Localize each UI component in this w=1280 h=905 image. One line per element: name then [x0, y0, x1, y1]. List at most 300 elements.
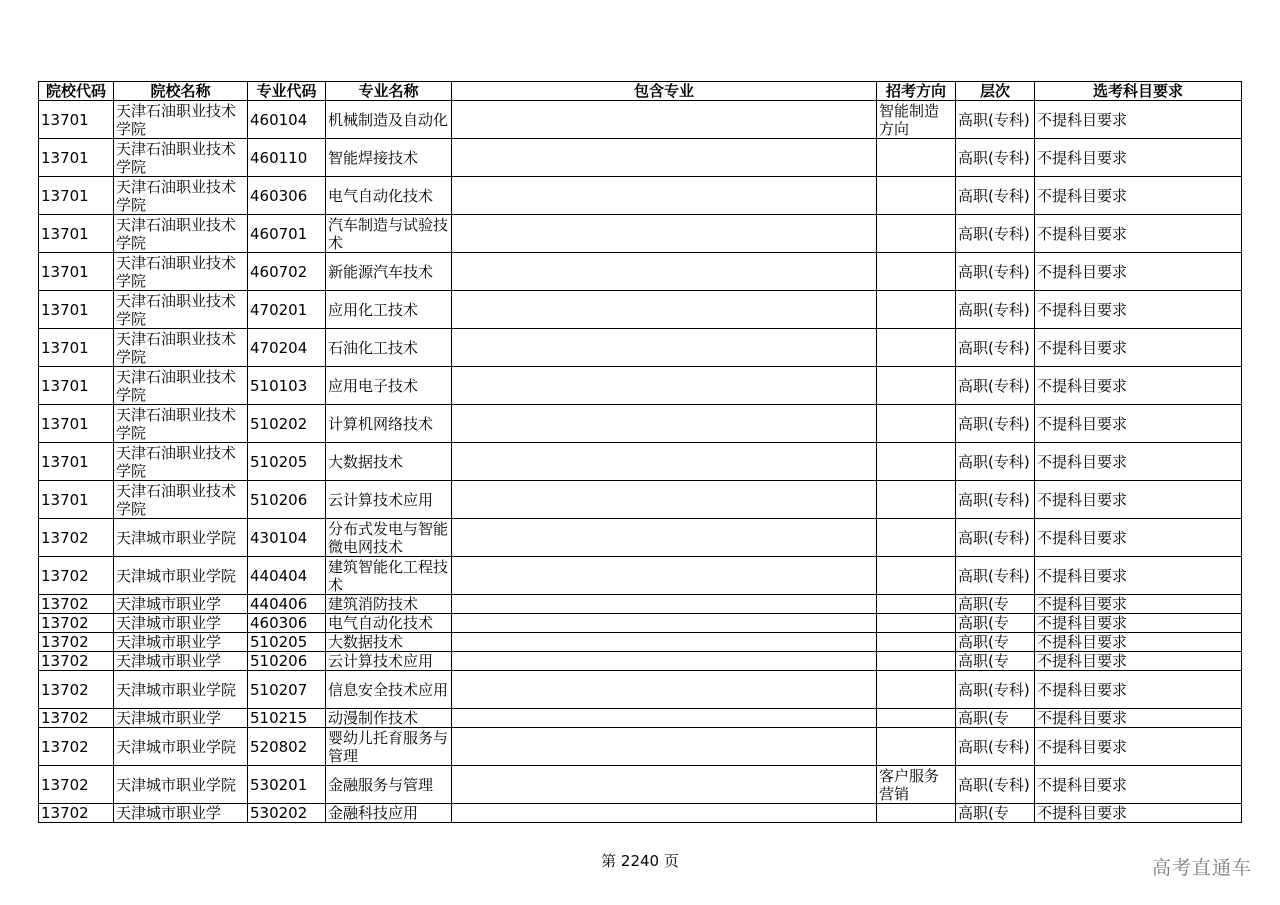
cell-text: 不提科目要求 — [1037, 186, 1128, 205]
cell-direction — [877, 709, 956, 728]
cell-text: 不提科目要求 — [1037, 414, 1128, 433]
cell-text: 天津城市职业学 — [116, 652, 222, 670]
cell-major-name — [326, 633, 452, 652]
table-row — [39, 709, 1242, 728]
cell-text: 云计算技术应用 — [328, 652, 434, 670]
cell-text: 13701 — [41, 300, 89, 319]
cell-text: 天津城市职业学 — [116, 709, 222, 727]
cell-school-code — [39, 139, 114, 177]
cell-text: 13702 — [41, 528, 89, 547]
cell-school-name — [114, 215, 248, 253]
cell-text: 应用化工技术 — [328, 300, 419, 319]
table-row — [39, 215, 1242, 253]
cell-text: 460701 — [250, 224, 308, 243]
table-row — [39, 804, 1242, 823]
table-body — [39, 101, 1242, 823]
cell-included-majors — [452, 443, 877, 481]
cell-included-majors — [452, 614, 877, 633]
cell-text: 510205 — [250, 633, 308, 651]
cell-text: 不提科目要求 — [1037, 338, 1128, 357]
cell-level — [956, 101, 1035, 139]
cell-text: 高职(专科) — [958, 110, 1030, 129]
cell-text: 13701 — [41, 148, 89, 167]
cell-text: 高职(专科) — [958, 528, 1030, 547]
cell-school-code — [39, 709, 114, 728]
cell-major-code — [248, 614, 326, 633]
cell-direction — [877, 215, 956, 253]
cell-level — [956, 291, 1035, 329]
cell-text: 13701 — [41, 186, 89, 205]
cell-level — [956, 177, 1035, 215]
cell-major-code — [248, 481, 326, 519]
cell-major-name — [326, 177, 452, 215]
cell-text: 530201 — [250, 775, 308, 794]
cell-level — [956, 329, 1035, 367]
cell-direction — [877, 139, 956, 177]
cell-text: 13702 — [41, 595, 89, 613]
cell-text: 510103 — [250, 376, 308, 395]
cell-school-code — [39, 215, 114, 253]
cell-text: 天津城市职业学院 — [116, 775, 237, 794]
cell-text: 计算机网络技术 — [328, 414, 434, 433]
cell-text: 高职(专科) — [958, 148, 1030, 167]
cell-major-name — [326, 614, 452, 633]
cell-text: 大数据技术 — [328, 633, 404, 651]
cell-text: 不提科目要求 — [1037, 614, 1128, 632]
cell-text: 电气自动化技术 — [328, 614, 434, 632]
cell-direction — [877, 405, 956, 443]
cell-text: 机械制造及自动化 — [328, 110, 449, 129]
cell-text: 不提科目要求 — [1037, 452, 1128, 471]
cell-level — [956, 766, 1035, 804]
cell-level — [956, 253, 1035, 291]
cell-text: 金融科技应用 — [328, 804, 419, 822]
cell-text: 510206 — [250, 652, 308, 670]
cell-direction — [877, 101, 956, 139]
cell-school-code — [39, 101, 114, 139]
cell-direction — [877, 728, 956, 766]
cell-text: 高职(专科) — [958, 452, 1030, 471]
cell-text: 430104 — [250, 528, 308, 547]
cell-text: 天津石油职业技术学院 — [116, 481, 237, 518]
cell-text: 460306 — [250, 186, 308, 205]
cell-text: 13702 — [41, 775, 89, 794]
cell-subject-requirement — [1035, 557, 1242, 595]
cell-major-code — [248, 519, 326, 557]
cell-direction — [877, 804, 956, 823]
cell-text: 520802 — [250, 737, 308, 756]
cell-text: 13701 — [41, 376, 89, 395]
cell-text: 440404 — [250, 566, 308, 585]
cell-text: 不提科目要求 — [1037, 680, 1128, 699]
cell-included-majors — [452, 671, 877, 709]
cell-major-code — [248, 766, 326, 804]
cell-included-majors — [452, 728, 877, 766]
cell-major-code — [248, 557, 326, 595]
cell-text: 13701 — [41, 262, 89, 281]
cell-major-code — [248, 177, 326, 215]
cell-text: 510215 — [250, 709, 308, 727]
cell-text: 天津石油职业技术学院 — [116, 329, 237, 366]
cell-text: 天津石油职业技术学院 — [116, 367, 237, 404]
cell-text: 不提科目要求 — [1037, 737, 1128, 756]
cell-level — [956, 367, 1035, 405]
cell-direction — [877, 329, 956, 367]
table-row — [39, 614, 1242, 633]
cell-included-majors — [452, 519, 877, 557]
table-row — [39, 728, 1242, 766]
cell-subject-requirement — [1035, 595, 1242, 614]
cell-direction — [877, 595, 956, 614]
cell-included-majors — [452, 329, 877, 367]
col-header-major-code: 专业代码 — [248, 82, 326, 101]
cell-subject-requirement — [1035, 652, 1242, 671]
cell-school-code — [39, 519, 114, 557]
cell-level — [956, 481, 1035, 519]
cell-text: 天津石油职业技术学院 — [116, 253, 237, 290]
cell-direction — [877, 557, 956, 595]
cell-text: 建筑智能化工程技术 — [328, 557, 449, 594]
cell-major-name — [326, 519, 452, 557]
cell-major-code — [248, 671, 326, 709]
cell-school-name — [114, 443, 248, 481]
cell-text: 天津城市职业学 — [116, 614, 222, 632]
cell-level — [956, 443, 1035, 481]
cell-text: 天津石油职业技术学院 — [116, 177, 237, 214]
cell-subject-requirement — [1035, 367, 1242, 405]
cell-school-name — [114, 367, 248, 405]
cell-major-name — [326, 101, 452, 139]
cell-major-code — [248, 595, 326, 614]
cell-subject-requirement — [1035, 614, 1242, 633]
cell-subject-requirement — [1035, 671, 1242, 709]
cell-direction — [877, 443, 956, 481]
cell-school-name — [114, 671, 248, 709]
cell-school-name — [114, 766, 248, 804]
cell-included-majors — [452, 101, 877, 139]
cell-direction — [877, 367, 956, 405]
cell-school-name — [114, 291, 248, 329]
cell-subject-requirement — [1035, 101, 1242, 139]
cell-level — [956, 671, 1035, 709]
cell-major-code — [248, 291, 326, 329]
cell-text: 13701 — [41, 338, 89, 357]
cell-text: 高职(专科) — [958, 490, 1030, 509]
cell-major-name — [326, 804, 452, 823]
cell-school-code — [39, 766, 114, 804]
cell-included-majors — [452, 633, 877, 652]
cell-included-majors — [452, 405, 877, 443]
table-row — [39, 652, 1242, 671]
cell-included-majors — [452, 215, 877, 253]
cell-school-name — [114, 557, 248, 595]
cell-direction — [877, 291, 956, 329]
cell-level — [956, 728, 1035, 766]
cell-major-name — [326, 329, 452, 367]
cell-text: 460702 — [250, 262, 308, 281]
cell-major-code — [248, 101, 326, 139]
cell-text: 信息安全技术应用 — [328, 680, 449, 699]
cell-major-name — [326, 766, 452, 804]
cell-level — [956, 804, 1035, 823]
cell-text: 440406 — [250, 595, 308, 613]
cell-text: 智能制造方向 — [879, 101, 940, 138]
table-row — [39, 519, 1242, 557]
table-row — [39, 671, 1242, 709]
cell-text: 不提科目要求 — [1037, 300, 1128, 319]
table-row — [39, 291, 1242, 329]
cell-school-code — [39, 367, 114, 405]
cell-text: 460104 — [250, 110, 308, 129]
cell-text: 13702 — [41, 566, 89, 585]
table-row — [39, 139, 1242, 177]
cell-text: 天津石油职业技术学院 — [116, 215, 237, 252]
cell-text: 石油化工技术 — [328, 338, 419, 357]
cell-text: 天津城市职业学院 — [116, 737, 237, 756]
cell-school-name — [114, 595, 248, 614]
cell-included-majors — [452, 291, 877, 329]
cell-major-code — [248, 367, 326, 405]
cell-direction — [877, 633, 956, 652]
cell-level — [956, 633, 1035, 652]
cell-direction — [877, 481, 956, 519]
cell-subject-requirement — [1035, 405, 1242, 443]
cell-level — [956, 215, 1035, 253]
cell-text: 13702 — [41, 804, 89, 822]
cell-text: 不提科目要求 — [1037, 376, 1128, 395]
cell-major-code — [248, 139, 326, 177]
cell-text: 13702 — [41, 633, 89, 651]
cell-text: 高职(专科) — [958, 262, 1030, 281]
cell-text: 高职(专科) — [958, 737, 1030, 756]
cell-text: 高职(专科) — [958, 224, 1030, 243]
cell-text: 13701 — [41, 414, 89, 433]
cell-text: 13702 — [41, 680, 89, 699]
cell-included-majors — [452, 253, 877, 291]
cell-subject-requirement — [1035, 215, 1242, 253]
cell-subject-requirement — [1035, 519, 1242, 557]
cell-major-code — [248, 804, 326, 823]
cell-text: 470204 — [250, 338, 308, 357]
cell-text: 不提科目要求 — [1037, 224, 1128, 243]
cell-included-majors — [452, 652, 877, 671]
cell-text: 470201 — [250, 300, 308, 319]
cell-school-name — [114, 177, 248, 215]
table-row — [39, 481, 1242, 519]
table-row — [39, 253, 1242, 291]
cell-text: 不提科目要求 — [1037, 633, 1128, 651]
cell-major-name — [326, 728, 452, 766]
cell-text: 不提科目要求 — [1037, 490, 1128, 509]
cell-major-name — [326, 709, 452, 728]
table-row — [39, 595, 1242, 614]
cell-text: 530202 — [250, 804, 308, 822]
cell-level — [956, 614, 1035, 633]
table-row — [39, 633, 1242, 652]
cell-school-code — [39, 804, 114, 823]
cell-included-majors — [452, 177, 877, 215]
watermark: 高考直通车 — [1151, 857, 1252, 879]
cell-text: 510202 — [250, 414, 308, 433]
cell-major-name — [326, 557, 452, 595]
cell-text: 13701 — [41, 110, 89, 129]
cell-school-code — [39, 443, 114, 481]
cell-text: 510205 — [250, 452, 308, 471]
cell-text: 天津城市职业学 — [116, 633, 222, 651]
cell-level — [956, 557, 1035, 595]
cell-text: 13702 — [41, 737, 89, 756]
cell-included-majors — [452, 804, 877, 823]
cell-subject-requirement — [1035, 481, 1242, 519]
col-header-school-code: 院校代码 — [39, 82, 114, 101]
cell-text: 智能焊接技术 — [328, 148, 419, 167]
cell-school-name — [114, 253, 248, 291]
cell-text: 天津石油职业技术学院 — [116, 443, 237, 480]
cell-text: 不提科目要求 — [1037, 804, 1128, 822]
cell-school-name — [114, 633, 248, 652]
cell-included-majors — [452, 139, 877, 177]
cell-major-code — [248, 728, 326, 766]
cell-subject-requirement — [1035, 443, 1242, 481]
cell-school-code — [39, 652, 114, 671]
col-header-subject-requirement: 选考科目要求 — [1035, 82, 1242, 101]
cell-direction — [877, 614, 956, 633]
cell-text: 高职(专 — [958, 633, 1009, 651]
cell-text: 汽车制造与试验技术 — [328, 215, 449, 252]
cell-text: 天津石油职业技术学院 — [116, 291, 237, 328]
cell-text: 高职(专科) — [958, 775, 1030, 794]
cell-text: 高职(专 — [958, 804, 1009, 822]
cell-level — [956, 519, 1035, 557]
cell-direction — [877, 652, 956, 671]
cell-school-name — [114, 804, 248, 823]
cell-major-name — [326, 481, 452, 519]
cell-text: 高职(专科) — [958, 566, 1030, 585]
cell-text: 高职(专 — [958, 595, 1009, 613]
cell-major-code — [248, 405, 326, 443]
cell-included-majors — [452, 557, 877, 595]
cell-school-code — [39, 291, 114, 329]
cell-included-majors — [452, 367, 877, 405]
cell-school-code — [39, 405, 114, 443]
cell-text: 大数据技术 — [328, 452, 404, 471]
cell-major-name — [326, 215, 452, 253]
cell-included-majors — [452, 709, 877, 728]
cell-text: 高职(专科) — [958, 414, 1030, 433]
cell-level — [956, 139, 1035, 177]
cell-text: 高职(专科) — [958, 680, 1030, 699]
cell-text: 天津城市职业学院 — [116, 680, 237, 699]
cell-school-code — [39, 557, 114, 595]
cell-school-name — [114, 652, 248, 671]
cell-major-code — [248, 443, 326, 481]
cell-text: 不提科目要求 — [1037, 110, 1128, 129]
cell-level — [956, 709, 1035, 728]
cell-school-code — [39, 728, 114, 766]
cell-school-code — [39, 253, 114, 291]
cell-direction — [877, 253, 956, 291]
cell-subject-requirement — [1035, 329, 1242, 367]
cell-text: 高职(专 — [958, 614, 1009, 632]
cell-subject-requirement — [1035, 728, 1242, 766]
cell-text: 高职(专科) — [958, 186, 1030, 205]
cell-direction — [877, 671, 956, 709]
cell-direction — [877, 177, 956, 215]
col-header-direction: 招考方向 — [877, 82, 956, 101]
cell-subject-requirement — [1035, 139, 1242, 177]
table-row — [39, 766, 1242, 804]
cell-subject-requirement — [1035, 177, 1242, 215]
cell-subject-requirement — [1035, 291, 1242, 329]
cell-major-name — [326, 595, 452, 614]
cell-text: 云计算技术应用 — [328, 490, 434, 509]
cell-direction — [877, 519, 956, 557]
table-row — [39, 177, 1242, 215]
table-row — [39, 101, 1242, 139]
cell-text: 客户服务营销 — [879, 766, 940, 803]
cell-text: 高职(专科) — [958, 376, 1030, 395]
cell-text: 婴幼儿托育服务与管理 — [328, 728, 449, 765]
cell-major-name — [326, 405, 452, 443]
cell-school-name — [114, 519, 248, 557]
cell-major-name — [326, 443, 452, 481]
cell-text: 天津石油职业技术学院 — [116, 405, 237, 442]
admissions-table — [38, 81, 1242, 823]
cell-included-majors — [452, 481, 877, 519]
cell-text: 不提科目要求 — [1037, 595, 1128, 613]
cell-level — [956, 652, 1035, 671]
cell-school-code — [39, 481, 114, 519]
cell-subject-requirement — [1035, 804, 1242, 823]
cell-school-code — [39, 614, 114, 633]
cell-school-name — [114, 405, 248, 443]
cell-text: 460306 — [250, 614, 308, 632]
cell-major-name — [326, 291, 452, 329]
cell-text: 不提科目要求 — [1037, 528, 1128, 547]
cell-school-name — [114, 481, 248, 519]
cell-text: 天津石油职业技术学院 — [116, 101, 237, 138]
cell-text: 13702 — [41, 614, 89, 632]
cell-text: 高职(专 — [958, 709, 1009, 727]
cell-major-code — [248, 709, 326, 728]
header-row — [39, 82, 1242, 101]
cell-major-name — [326, 367, 452, 405]
cell-text: 13702 — [41, 709, 89, 727]
cell-text: 13702 — [41, 652, 89, 670]
cell-subject-requirement — [1035, 709, 1242, 728]
cell-text: 天津城市职业学院 — [116, 566, 237, 585]
cell-included-majors — [452, 766, 877, 804]
cell-text: 不提科目要求 — [1037, 652, 1128, 670]
cell-text: 动漫制作技术 — [328, 709, 419, 727]
table-row — [39, 329, 1242, 367]
col-header-level: 层次 — [956, 82, 1035, 101]
cell-text: 高职(专科) — [958, 338, 1030, 357]
cell-major-code — [248, 633, 326, 652]
table-row — [39, 557, 1242, 595]
cell-school-name — [114, 709, 248, 728]
cell-text: 13701 — [41, 490, 89, 509]
cell-school-name — [114, 139, 248, 177]
cell-text: 建筑消防技术 — [328, 595, 419, 613]
cell-text: 13701 — [41, 224, 89, 243]
cell-text: 天津城市职业学院 — [116, 528, 237, 547]
cell-major-name — [326, 652, 452, 671]
cell-text: 不提科目要求 — [1037, 148, 1128, 167]
cell-text: 高职(专科) — [958, 300, 1030, 319]
cell-text: 电气自动化技术 — [328, 186, 434, 205]
cell-major-name — [326, 671, 452, 709]
